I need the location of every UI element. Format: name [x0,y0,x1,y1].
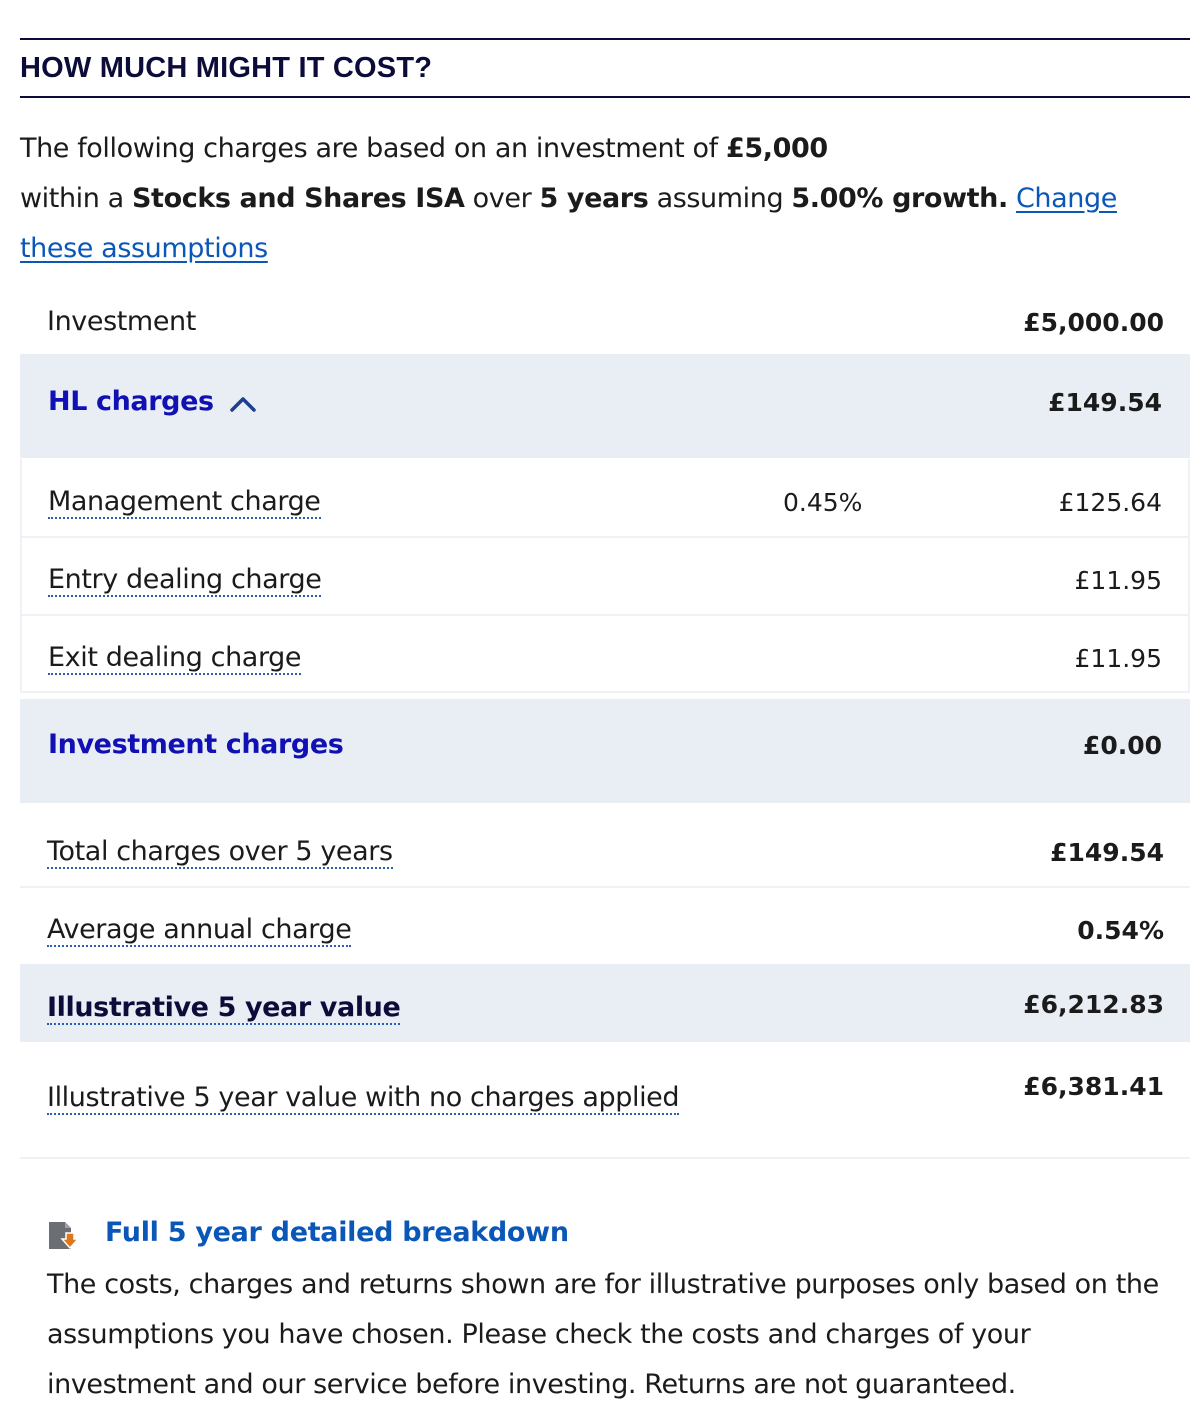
divider [20,886,1190,888]
divider [20,614,1190,616]
entry-dealing-label[interactable]: Entry dealing charge [48,564,322,595]
download-document-icon[interactable] [47,1219,81,1251]
intro-term: 5 years [539,183,649,214]
management-charge-row [20,478,1190,534]
illustrative-value-row [20,964,1190,1042]
exit-dealing-value: £11.95 [1074,644,1162,673]
entry-dealing-value: £11.95 [1074,566,1162,595]
divider [20,536,1190,538]
hl-charges-row[interactable] [20,354,1190,458]
total-charges-label[interactable]: Total charges over 5 years [47,836,393,867]
investment-charges-row[interactable] [20,699,1190,803]
entry-dealing-row [20,556,1190,612]
illustrative-value-value: £6,212.83 [1023,990,1164,1019]
management-charge-label[interactable]: Management charge [48,486,321,517]
exit-dealing-row [20,634,1190,690]
no-charges-value-label[interactable]: Illustrative 5 year value with no charges applied [47,1082,680,1113]
intro-within: within a [20,183,133,214]
management-charge-value: £125.64 [1058,488,1162,517]
intro-text [20,124,1180,274]
illustrative-value-label[interactable]: Illustrative 5 year value [47,992,401,1023]
divider [20,1157,1190,1159]
hl-charges-label: HL charges [48,386,214,417]
hl-charges-toggle[interactable] [48,386,257,417]
no-charges-value-value: £6,381.41 [1023,1072,1164,1101]
exit-dealing-label[interactable]: Exit dealing charge [48,642,302,673]
detailed-breakdown-link[interactable]: Full 5 year detailed breakdown [105,1217,569,1248]
intro-line1: The following charges are based on an investment of [20,133,726,164]
intro-over: over [464,183,540,214]
chevron-up-icon[interactable] [229,393,257,413]
total-charges-row [20,830,1190,886]
investment-value: £5,000.00 [1023,308,1164,337]
average-charge-row [20,908,1190,964]
investment-charges-value: £0.00 [1082,731,1162,760]
management-charge-rate: 0.45% [783,488,863,517]
page-title: HOW MUCH MIGHT IT COST? [20,52,433,84]
investment-row [20,300,1190,354]
hl-charges-value: £149.54 [1048,388,1162,417]
intro-growth: 5.00% growth. [791,183,1008,214]
average-charge-value: 0.54% [1077,916,1164,945]
intro-product: Stocks and Shares ISA [132,183,465,214]
investment-label: Investment [47,306,196,337]
no-charges-value-row [20,1062,1190,1158]
total-charges-value: £149.54 [1050,838,1164,867]
intro-amount: £5,000 [725,133,828,164]
section-heading-bar [20,38,1190,98]
average-charge-label[interactable]: Average annual charge [47,914,352,945]
investment-charges-label[interactable]: Investment charges [48,729,344,760]
change-assumptions-link[interactable]: Change these assumptions [20,183,1117,264]
disclaimer-text: The costs, charges and returns shown are for illustrative purposes only based on the assumptions you have chosen. Please check the costs and charges of your investment and our service before investing. Returns are not guaranteed. [47,1269,1159,1400]
intro-assuming: assuming [648,183,792,214]
